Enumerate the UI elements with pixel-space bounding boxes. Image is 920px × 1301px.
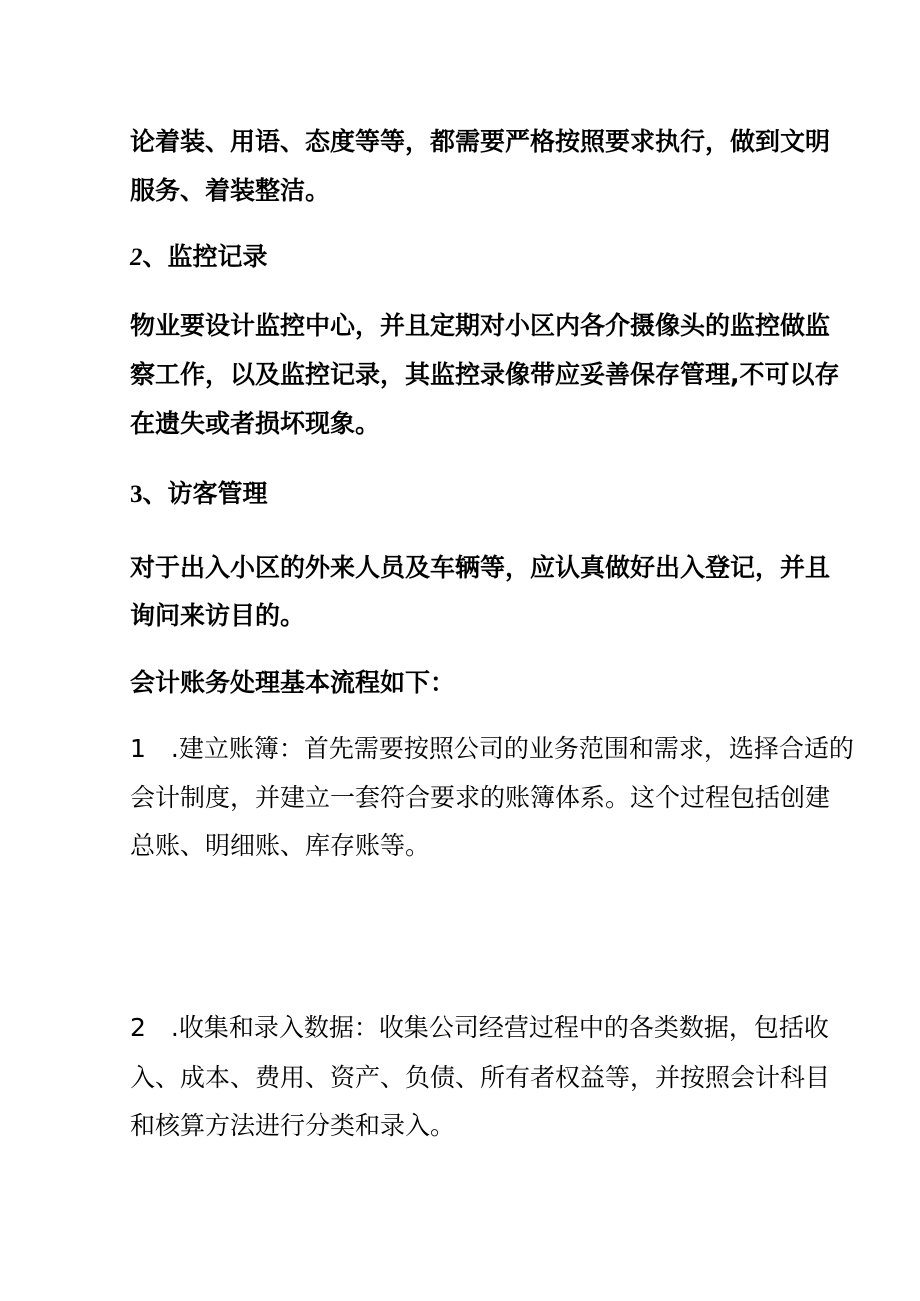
step-1-line-3: 总账、明细账、库存账等。 bbox=[130, 831, 431, 860]
step-1-line-2: 会计制度，并建立一套符合要求的账簿体系。这个过程包括创建 bbox=[130, 783, 831, 812]
paragraph-visitor-line-1: 对于出入小区的外来人员及车辆等，应认真做好出入登记，并且 bbox=[130, 553, 831, 582]
heading-accounting: 会计账务处理基本流程如下： bbox=[130, 668, 456, 697]
heading-visitor-text: 、访客管理 bbox=[142, 479, 268, 508]
heading-monitoring bbox=[130, 240, 268, 275]
paragraph-monitoring-line-1: 物业要设计监控中心，并且定期对小区内各介摄像头的监控做监 bbox=[130, 311, 831, 340]
step-2-line-1: 2 .收集和录入数据：收集公司经营过程中的各类数据，包括收 bbox=[130, 1013, 829, 1042]
paragraph-service-line-2: 服务、着装整洁。 bbox=[130, 176, 331, 205]
paragraph-monitoring-line-2: 察工作，以及监控记录，其监控录像带应妥善保存管理,不可以存 bbox=[130, 360, 840, 389]
heading-monitoring-text: 、监控记录 bbox=[142, 242, 268, 271]
heading-monitoring-number: 2 bbox=[130, 244, 143, 271]
paragraph-visitor-line-2: 询问来访目的。 bbox=[130, 601, 306, 630]
step-2-line-3: 和核算方法进行分类和录入。 bbox=[130, 1111, 456, 1140]
step-1-line-1: 1 .建立账簿：首先需要按照公司的业务范围和需求，选择合适的 bbox=[130, 734, 854, 763]
heading-visitor bbox=[130, 477, 268, 512]
heading-visitor-number: 3 bbox=[130, 481, 143, 508]
step-2-line-2: 入、成本、费用、资产、负债、所有者权益等，并按照会计科目 bbox=[130, 1063, 831, 1092]
paragraph-service-line-1: 论着装、用语、态度等等，都需要严格按照要求执行，做到文明 bbox=[130, 127, 831, 156]
paragraph-monitoring-line-3: 在遗失或者损坏现象。 bbox=[130, 409, 381, 438]
